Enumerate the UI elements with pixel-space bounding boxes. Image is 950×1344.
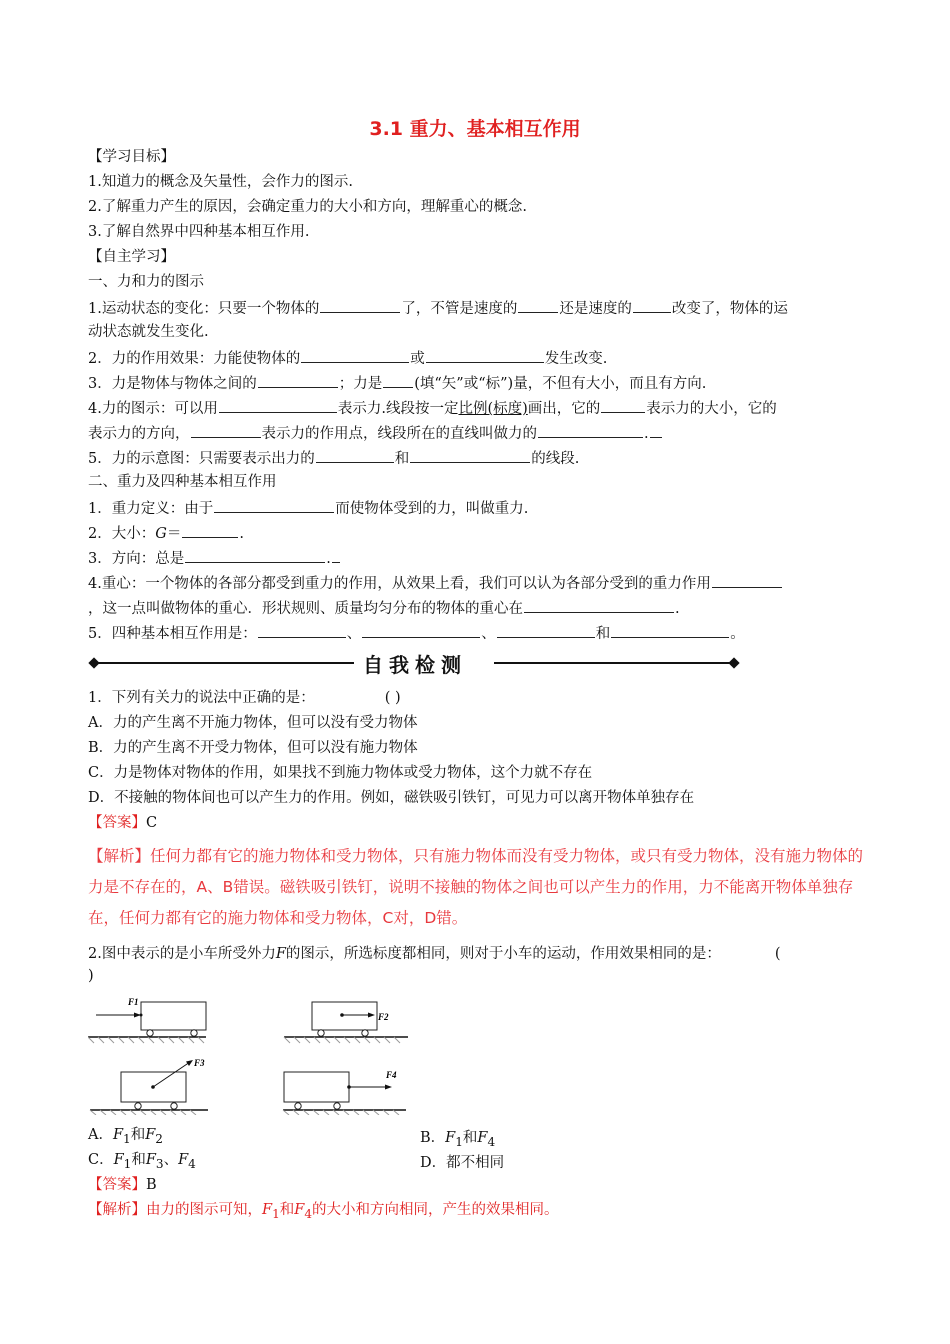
option <box>420 1126 495 1149</box>
underlined-text: 比例(标度) <box>458 401 528 417</box>
text: 5．力的示意图：只需要表示出力的 <box>88 451 315 467</box>
option <box>88 1126 163 1148</box>
cart-f1 <box>88 997 206 1043</box>
self-study-header: 【自主学习】 <box>88 249 175 265</box>
text: 、 <box>163 1152 179 1168</box>
fill-line-g3 <box>88 548 341 568</box>
fill-line-4-cont <box>88 423 663 443</box>
answer-tag: 【答案】 <box>88 1177 146 1193</box>
variable: G <box>155 526 167 542</box>
blank[interactable] <box>219 398 337 413</box>
text: 4.重心：一个物体的各部分都受到重力的作用，从效果上看，我们可以认为各部分受到的重力作用 <box>88 576 711 592</box>
text: 了，不管是速度的 <box>401 301 518 317</box>
goals-header: 【学习目标】 <box>88 149 175 165</box>
force-diagram <box>88 990 428 1115</box>
option <box>420 1151 504 1172</box>
variable: F <box>113 1152 124 1168</box>
variable: F <box>445 1130 456 1146</box>
text: 的图示，所选标度都相同，则对于小车的运动，作用效果相同的是： <box>285 946 721 962</box>
subscript: 1 <box>123 1156 132 1171</box>
fill-line-g4 <box>88 573 783 593</box>
variable: F <box>294 1202 305 1218</box>
analysis-text: 的大小和方向相同，产生的效果相同。 <box>312 1202 559 1218</box>
blank[interactable] <box>258 373 338 388</box>
answer-value: B <box>146 1177 157 1193</box>
text: 而使物体受到的力，叫做重力. <box>335 501 529 517</box>
blank[interactable] <box>332 548 340 563</box>
banner-title: 自我检测 <box>363 653 467 677</box>
blank[interactable] <box>524 598 674 613</box>
page-title: 3.1 重力、基本相互作用 <box>369 118 581 140</box>
subscript: 4 <box>188 1156 196 1171</box>
text: ；力是 <box>338 376 383 392</box>
blank[interactable] <box>191 423 261 438</box>
blank[interactable] <box>362 623 480 638</box>
blank[interactable] <box>426 348 544 363</box>
blank[interactable] <box>258 623 346 638</box>
variable: F <box>262 1202 273 1218</box>
blank[interactable] <box>611 623 729 638</box>
text: ，这一点叫做物体的重心．形状规则、质量均匀分布的物体的重心在 <box>88 601 523 617</box>
label-f1: F1 <box>128 997 139 1007</box>
cart-f3 <box>90 1058 208 1115</box>
fill-line-4 <box>88 398 777 418</box>
text: 改变了，物体的运 <box>671 301 788 317</box>
text: . <box>644 426 649 442</box>
option: C．力是物体对物体的作用，如果找不到施力物体或受力物体，这个力就不存在 <box>88 765 593 781</box>
blank[interactable] <box>538 423 643 438</box>
cart-f4 <box>283 1070 406 1115</box>
blank[interactable] <box>185 548 325 563</box>
fill-line-g2 <box>88 523 244 543</box>
answer-line <box>88 814 157 832</box>
text: 表示力.线段按一定 <box>337 401 459 417</box>
text: 的线段. <box>531 451 580 467</box>
text: 5．四种基本相互作用是： <box>88 626 257 642</box>
banner-rule-right <box>494 662 734 664</box>
blank[interactable] <box>650 423 662 438</box>
variable: F <box>112 1127 124 1143</box>
text: D． <box>420 1155 447 1171</box>
blank[interactable] <box>316 448 394 463</box>
text: (填“矢”或“标”)量，不但有大小，而且有方向. <box>414 376 707 392</box>
text: 1．重力定义：由于 <box>88 501 214 517</box>
blank[interactable] <box>497 623 595 638</box>
blank[interactable] <box>633 298 671 313</box>
subscript: 4 <box>304 1206 312 1221</box>
text: 3．方向：总是 <box>88 551 185 567</box>
blank[interactable] <box>214 498 334 513</box>
blank[interactable] <box>518 298 558 313</box>
text: A． <box>88 1127 113 1143</box>
option: B．力的产生离不开受力物体，但可以没有施力物体 <box>88 740 418 756</box>
blank[interactable] <box>601 398 645 413</box>
text: 2．力的作用效果：力能使物体的 <box>88 351 301 367</box>
text: 画出，它的 <box>527 401 601 417</box>
fill-line-1 <box>88 298 788 318</box>
analysis-tag: 【解析】 <box>88 1202 146 1218</box>
text: 还是速度的 <box>559 301 632 317</box>
analysis-text: 由力的图示可知， <box>146 1202 262 1218</box>
fill-line-5 <box>88 448 579 468</box>
answer-paren[interactable]: ( ) <box>384 690 401 706</box>
variable: F <box>145 1127 156 1143</box>
fill-line-g5 <box>88 623 745 643</box>
option <box>88 1151 196 1173</box>
blank[interactable] <box>383 373 413 388</box>
subscript: 1 <box>455 1134 463 1149</box>
section-heading: 一、力和力的图示 <box>88 274 204 290</box>
answer-paren[interactable]: ( <box>774 946 781 962</box>
fill-line-3 <box>88 373 706 393</box>
section-heading: 二、重力及四种基本相互作用 <box>88 474 277 490</box>
goal-item: 3.了解自然界中四种基本相互作用. <box>88 224 310 240</box>
text: 2．大小： <box>88 526 156 542</box>
analysis-tag: 【解析】 <box>88 847 151 865</box>
answer-value: C <box>146 815 158 831</box>
text: ＝ <box>166 526 182 542</box>
text: C． <box>88 1152 114 1168</box>
analysis-text: 任何力都有它的施力物体和受力物体，只有施力物体而没有受力物体，或只有受力物体，没有施力物体的力是不存在的，A、B错误。磁铁吸引铁钉，说明不接触的物体之间也可以产生力的作用，力不能离开物体单独存在，任何力都有它的施力物体和受力物体，C对，D错。 <box>88 847 864 927</box>
text: 和 <box>462 1130 478 1146</box>
blank[interactable] <box>301 348 409 363</box>
variable: F <box>477 1130 488 1146</box>
text: B． <box>420 1130 446 1146</box>
analysis-text: 和 <box>279 1202 295 1218</box>
goal-item: 2.了解重力产生的原因，会确定重力的大小和方向，理解重心的概念. <box>88 199 527 215</box>
section-banner <box>90 649 740 677</box>
text: 2.图中表示的是小车所受外力 <box>88 946 276 962</box>
question-2-paren-close: ) <box>88 968 94 984</box>
label-f3: F3 <box>194 1058 205 1068</box>
text: 发生改变. <box>544 351 608 367</box>
answer-line <box>88 1176 157 1194</box>
fill-line-g4-cont <box>88 598 680 618</box>
subscript: 4 <box>487 1134 496 1149</box>
blank[interactable] <box>712 573 782 588</box>
text: . <box>239 526 244 542</box>
option: A．力的产生离不开施力物体，但可以没有受力物体 <box>88 715 418 731</box>
variable: F <box>275 946 286 962</box>
analysis-paragraph <box>88 841 868 934</box>
text: 和 <box>595 626 611 642</box>
text: . <box>326 551 331 567</box>
text: 1．下列有关力的说法中正确的是： <box>88 690 315 706</box>
subscript: 3 <box>155 1156 164 1171</box>
fill-line-1-cont: 动状态就发生变化. <box>88 324 209 340</box>
fill-line-g1 <box>88 498 528 518</box>
subscript: 1 <box>272 1206 280 1221</box>
text: 表示力的方向， <box>88 426 190 442</box>
blank[interactable] <box>320 298 400 313</box>
blank[interactable] <box>410 448 530 463</box>
option: D．不接触的物体间也可以产生力的作用。例如，磁铁吸引铁钉，可见力可以离开物体单独存在 <box>88 790 695 806</box>
text: 和 <box>394 451 410 467</box>
variable: F <box>178 1152 189 1168</box>
question-2-stem <box>88 945 781 963</box>
text: 、 <box>346 626 362 642</box>
subscript: 1 <box>123 1131 131 1146</box>
text: . <box>675 601 680 617</box>
label-f2: F2 <box>378 1012 389 1022</box>
analysis-line <box>88 1201 559 1223</box>
text: 表示力的大小，它的 <box>646 401 777 417</box>
text: 都不相同 <box>446 1155 505 1171</box>
answer-tag: 【答案】 <box>88 815 146 831</box>
text: 3．力是物体与物体之间的 <box>88 376 257 392</box>
question-1-stem <box>88 689 401 707</box>
text: 4.力的图示：可以用 <box>88 401 218 417</box>
variable: F <box>145 1152 156 1168</box>
label-f4: F4 <box>386 1070 397 1080</box>
subscript: 2 <box>155 1131 163 1146</box>
text: 和 <box>130 1127 146 1143</box>
blank[interactable] <box>182 523 238 538</box>
text: 、 <box>481 626 496 642</box>
text: 和 <box>131 1152 146 1168</box>
text: 1.运动状态的变化：只要一个物体的 <box>88 301 320 317</box>
text: 或 <box>410 351 425 367</box>
goal-item: 1.知道力的概念及矢量性，会作力的图示. <box>88 174 353 190</box>
text: 表示力的作用点，线段所在的直线叫做力的 <box>261 426 537 442</box>
cart-f2 <box>284 1002 408 1043</box>
fill-line-2 <box>88 348 607 368</box>
text: 。 <box>730 626 745 642</box>
